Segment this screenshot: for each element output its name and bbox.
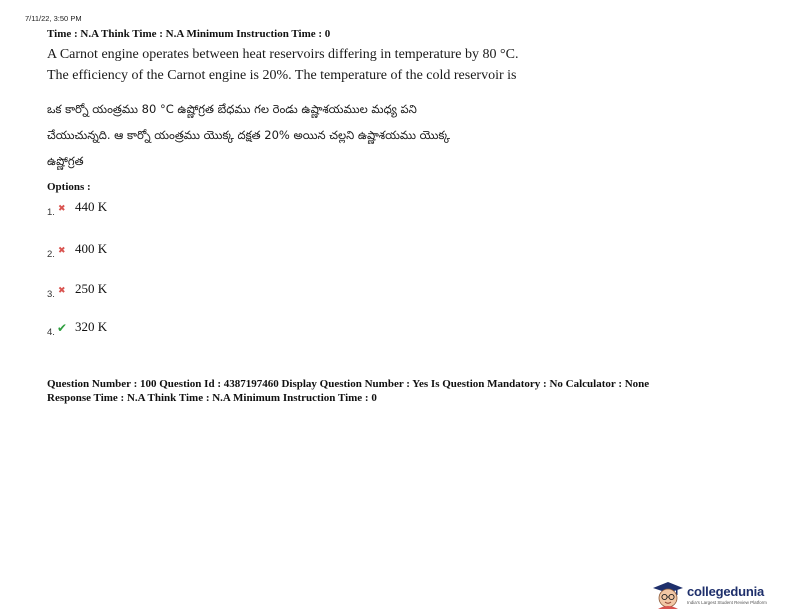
option-text: 320 K xyxy=(75,319,108,334)
option-number: 2. xyxy=(47,249,55,260)
wrong-answer-icon: ✖ xyxy=(58,286,66,296)
response-time-line: Response Time : N.A Think Time : N.A Minimum Instruction Time : 0 xyxy=(47,392,377,404)
logo-wordmark: collegedunia xyxy=(687,584,765,599)
question-time-meta: Time : N.A Think Time : N.A Minimum Instruction Time : 0 xyxy=(47,28,331,40)
question-line: ఉష్ణోగ్రత xyxy=(47,154,84,168)
correct-answer-icon: ✔ xyxy=(57,321,68,335)
option-number: 3. xyxy=(47,289,55,300)
print-timestamp: 7/11/22, 3:50 PM xyxy=(25,14,82,23)
next-question-meta xyxy=(47,377,767,405)
question-line: ఒక కార్నో యంత్రము 80 °C ఉష్ణోగ్రత బేధము గల రెండు ఉష్ణాశయముల మధ్య పని xyxy=(47,102,417,116)
question-info-line: Question Number : 100 Question Id : 4387197460 Display Question Number : Yes Is Question Mandatory : No Calculator : None xyxy=(47,378,650,390)
option-text: 400 K xyxy=(75,241,108,256)
option-number: 1. xyxy=(47,207,55,218)
option-number: 4. xyxy=(47,327,55,338)
question-text-english xyxy=(47,44,647,86)
question-line: The efficiency of the Carnot engine is 20%. The temperature of the cold reservoir is xyxy=(47,68,517,83)
logo-tagline: India's Largest Student Review Platform xyxy=(687,600,767,605)
wrong-answer-icon: ✖ xyxy=(58,204,66,214)
options-heading: Options : xyxy=(47,181,91,193)
mascot-icon xyxy=(651,581,685,609)
question-line: చేయుచున్నది. ఆ కార్నో యంత్రము యొక్క దక్షత 20% అయిన చల్లని ఉష్ణాశయము యొక్క xyxy=(47,128,450,142)
question-text-telugu xyxy=(47,96,647,174)
wrong-answer-icon: ✖ xyxy=(58,246,66,256)
question-line: A Carnot engine operates between heat reservoirs differing in temperature by 80 °C. xyxy=(47,47,519,62)
option-text: 440 K xyxy=(75,199,108,214)
option-text: 250 K xyxy=(75,281,108,296)
collegedunia-logo xyxy=(651,581,792,609)
